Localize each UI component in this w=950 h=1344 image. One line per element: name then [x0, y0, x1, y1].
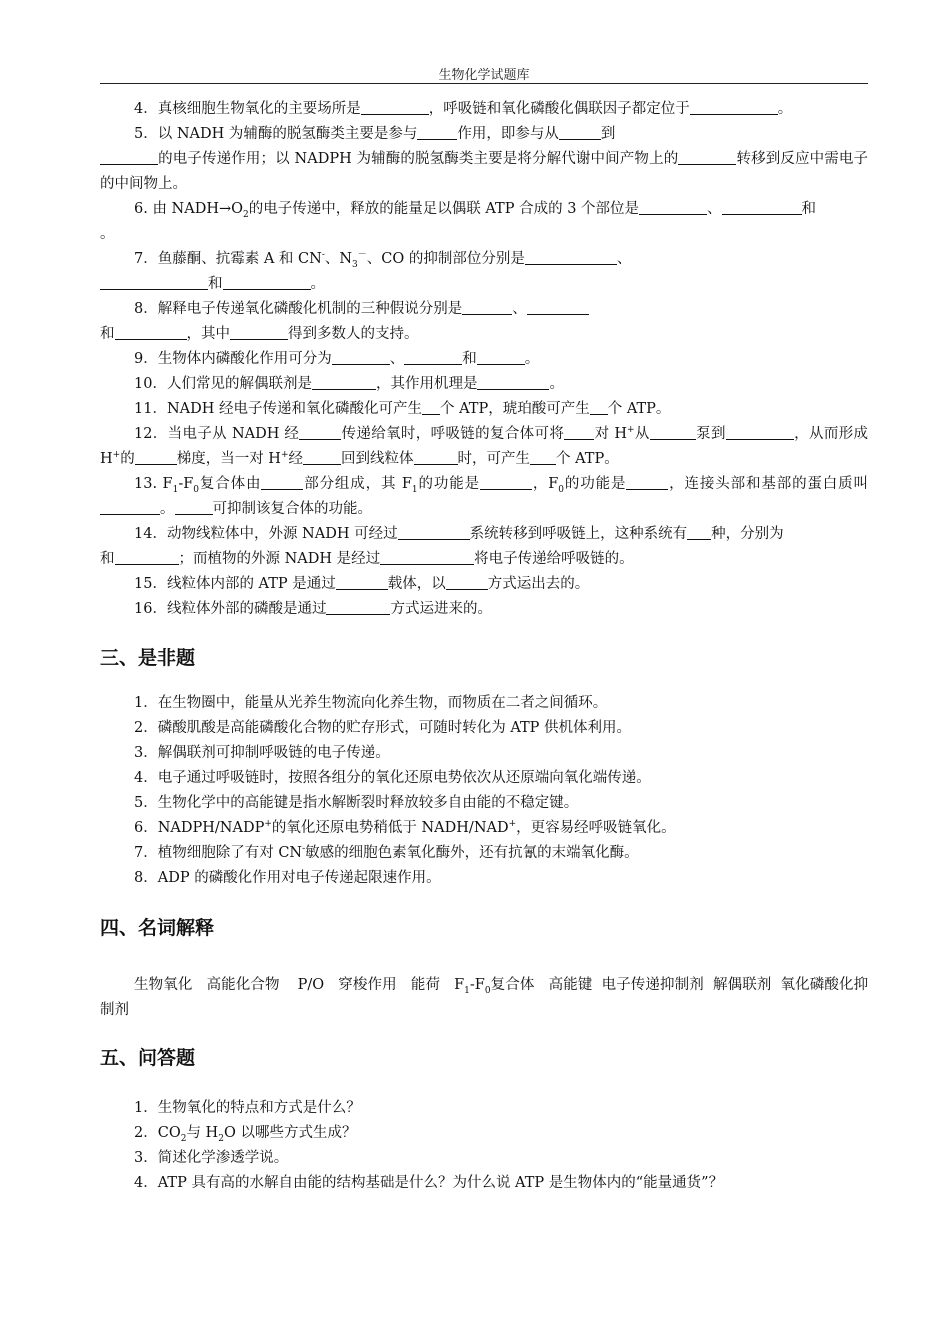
list-item: 4．ATP 具有高的水解自由能的结构基础是什么？为什么说 ATP 是生物体内的“能量通货”？: [134, 1175, 724, 1191]
terms-paragraph: [100, 973, 868, 1023]
list-item: 2．磷酸肌酸是高能磷酸化合物的贮存形式，可随时转化为 ATP 供机体利用。: [134, 720, 632, 736]
term: 穿梭作用: [338, 977, 397, 993]
blank: [414, 449, 458, 465]
blank: [100, 274, 208, 290]
term: 能荷: [410, 977, 441, 993]
blank: [527, 299, 589, 315]
blank: [525, 249, 617, 265]
blank: [303, 449, 341, 465]
blank: [559, 124, 601, 140]
question-6: 6. 由 $NADH\to O_2$的电子传递中，释放的能量足以偶联 ATP 合成的 3 个部位是 、 和 。: [100, 201, 817, 242]
blank: [687, 524, 711, 540]
blank: [312, 374, 376, 390]
blank: [678, 149, 736, 165]
term: 解偶联剂: [712, 977, 772, 993]
blank: [564, 424, 594, 440]
term: 高能键: [548, 977, 593, 993]
blank: [361, 99, 429, 115]
page-header: 生物化学试题库: [438, 68, 530, 83]
blank: [332, 349, 390, 365]
question-15: 15．线粒体内部的 ATP 是通过 载体，以 方式运出去的。: [134, 576, 590, 592]
blank: [690, 99, 778, 115]
list-item: 1．生物氧化的特点和方式是什么？: [134, 1100, 361, 1116]
blank: [446, 574, 488, 590]
blank: [477, 349, 525, 365]
true-false-list: [100, 691, 868, 891]
blank: [175, 499, 213, 515]
blank: [477, 374, 549, 390]
blank: [530, 449, 556, 465]
question-13: 13. $F_1-F_0$复合体由 部分组成，其 $F_1$的功能是 ，$F_0$的功能是 ，连接头部和基部的蛋白质叫。 可抑制该复合体的功能。: [100, 472, 868, 522]
blank: [100, 149, 158, 165]
blank: [722, 199, 802, 215]
blank: [626, 474, 668, 490]
question-9: 9．生物体内磷酸化作用可分为 、 和 。: [134, 351, 540, 367]
qa-list: [100, 1096, 868, 1196]
blank: [417, 124, 457, 140]
section-3-heading: 三、是非题: [100, 647, 196, 669]
blank: [230, 324, 288, 340]
question-10: 10．人们常见的解偶联剂是 ，其作用机理是 。: [134, 376, 564, 392]
blank: [261, 474, 303, 490]
list-item: 8．ADP 的磷酸化作用对电子传递起限速作用。: [134, 870, 441, 886]
blank: [404, 349, 462, 365]
term: 生物氧化: [134, 977, 193, 993]
blank: [590, 399, 608, 415]
term: 氧化磷酸化抑制剂: [100, 977, 869, 1018]
term: $F_1-F_0$复合体: [454, 977, 535, 996]
term: P/O: [297, 977, 325, 993]
blank: [380, 549, 474, 565]
question-11: 11．NADH 经电子传递和氧化磷酸化可产生 个 ATP，琥珀酸可产生 个 ATP。: [134, 401, 671, 417]
question-8-line-2: 和 ，其中 得到多数人的支持。: [100, 326, 419, 342]
question-8-line-1: 8．解释电子传递氧化磷酸化机制的三种假说分别是 、: [100, 297, 868, 322]
blank: [480, 474, 532, 490]
blank: [115, 324, 187, 340]
question-7-line-2: 和 。: [100, 272, 868, 297]
blank: [650, 424, 696, 440]
blank: [398, 524, 470, 540]
list-item: 7．植物细胞除了有对 CN-敏感的细胞色素氧化酶外，还有抗氰的末端氧化酶。: [134, 844, 639, 861]
list-item: 1．在生物圈中，能量从光养生物流向化养生物，而物质在二者之间循环。: [134, 695, 608, 711]
question-4: 4．真核细胞生物氧化的主要场所是 ，呼吸链和氧化磷酸化偶联因子都定位于 。: [134, 101, 793, 117]
blank: [100, 499, 160, 515]
list-item: 3．解偶联剂可抑制呼吸链的电子传递。: [134, 745, 390, 761]
list-item: 2．$CO_2$与 $H_2O$ 以哪些方式生成？: [134, 1125, 357, 1144]
blank: [462, 299, 512, 315]
blank: [336, 574, 388, 590]
section-4-heading: 四、名词解释: [100, 917, 215, 939]
question-5-line-2: 的电子传递作用；以 NADPH 为辅酶的脱氢酶类主要是将分解代谢中间产物上的 转移到反应中需电子的中间物上。: [100, 151, 868, 192]
question-16: 16．线粒体外部的磷酸是通过 方式运进来的。: [134, 601, 492, 617]
blank: [422, 399, 440, 415]
page-content: [100, 97, 868, 1196]
list-item: 5．生物化学中的高能键是指水解断裂时释放较多自由能的不稳定键。: [134, 795, 579, 811]
question-12: 12．当电子从 NADH 经 传递给氧时，呼吸链的复合体可将 对 H+从 泵到 ，从而形成 H+的 梯度，当一对 H+经 回到线粒体 时，可产生 个 ATP。: [100, 425, 869, 467]
question-14: 14．动物线粒体中，外源 NADH 可经过 系统转移到呼吸链上，这种系统有 种，分别为 和 ；而植物的外源 NADH 是经过 将电子传递给呼吸链的。: [100, 526, 784, 567]
blank: [639, 199, 707, 215]
blank: [726, 424, 794, 440]
term: 电子传递抑制剂: [601, 977, 704, 993]
list-item: 6．NADPH/NADP+的氧化还原电势稍低于 NADH/NAD+，更容易经呼吸链氧化。: [134, 819, 676, 836]
list-item: 3．简述化学渗透学说。: [134, 1150, 289, 1166]
list-item: 4．电子通过呼吸链时，按照各组分的氧化还原电势依次从还原端向氧化端传递。: [134, 770, 651, 786]
term: 高能化合物: [206, 977, 280, 993]
blank: [326, 599, 390, 615]
header-rule: [100, 83, 868, 84]
blank: [223, 274, 311, 290]
blank: [135, 449, 177, 465]
blank: [115, 549, 179, 565]
blank: [299, 424, 341, 440]
section-5-heading: 五、问答题: [100, 1047, 196, 1069]
question-7-line-1: 7．鱼藤酮、抗霉素 A 和 CN-、$N_3^-$、CO 的抑制部位分别是 、: [134, 250, 632, 270]
question-5-line-1: 5．以 NADH 为辅酶的脱氢酶类主要是参与 作用，即参与从 到: [134, 126, 616, 142]
